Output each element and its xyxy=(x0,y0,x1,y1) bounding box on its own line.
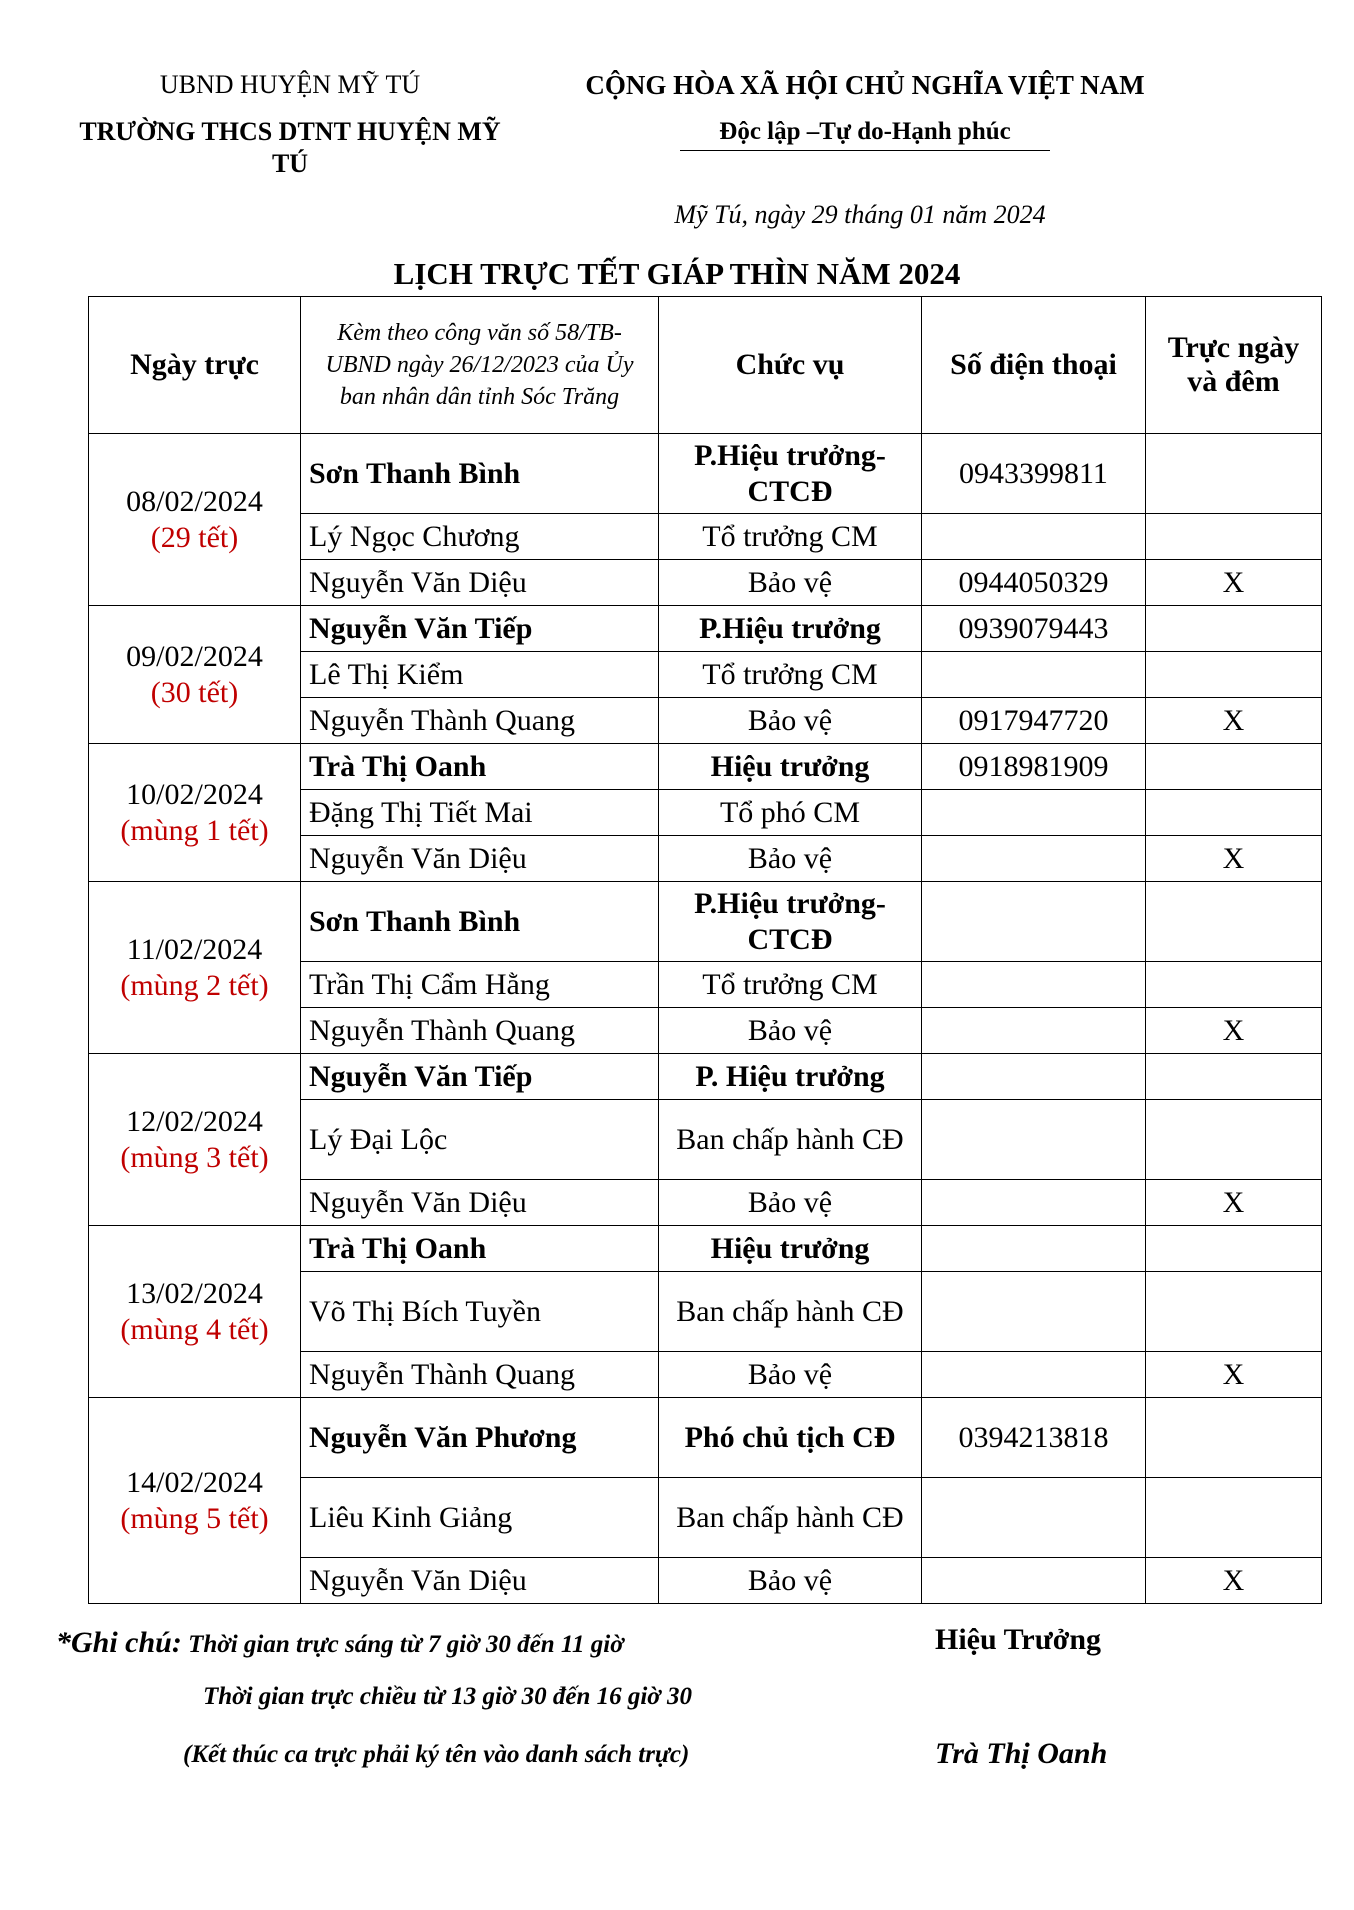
staff-position: Bảo vệ xyxy=(659,1008,922,1054)
staff-position: Hiệu trưởng xyxy=(659,1226,922,1272)
staff-position: Bảo vệ xyxy=(659,698,922,744)
lunar-day: (mùng 4 tết) xyxy=(120,1312,269,1346)
duty-date-cell xyxy=(89,882,301,1054)
table-row xyxy=(89,1226,1322,1272)
table-row xyxy=(89,606,1322,652)
staff-position: Tổ phó CM xyxy=(659,790,922,836)
header-phone: Số điện thoại xyxy=(922,297,1146,434)
staff-phone xyxy=(922,836,1146,882)
staff-position: Ban chấp hành CĐ xyxy=(659,1272,922,1352)
duty-date-cell xyxy=(89,1398,301,1604)
staff-name: Nguyễn Văn Tiếp xyxy=(301,606,659,652)
staff-phone: 0918981909 xyxy=(922,744,1146,790)
staff-name: Lê Thị Kiểm xyxy=(301,652,659,698)
staff-phone xyxy=(922,1180,1146,1226)
staff-name: Liêu Kinh Giảng xyxy=(301,1478,659,1558)
document-title: LỊCH TRỰC TẾT GIÁP THÌN NĂM 2024 xyxy=(393,256,961,291)
duty-date-cell xyxy=(89,1226,301,1398)
day-night-mark xyxy=(1146,882,1322,962)
day-night-mark xyxy=(1146,652,1322,698)
staff-phone xyxy=(922,1008,1146,1054)
staff-phone: 0943399811 xyxy=(922,434,1146,514)
duty-date: 11/02/2024 xyxy=(126,932,263,966)
staff-phone xyxy=(922,882,1146,962)
header-date: Ngày trực xyxy=(89,297,301,434)
school-name: TRƯỜNG THCS DTNT HUYỆN MỸ TÚ xyxy=(79,117,501,178)
staff-phone xyxy=(922,1558,1146,1604)
staff-position: Hiệu trưởng xyxy=(659,744,922,790)
staff-phone xyxy=(922,1478,1146,1558)
day-night-mark xyxy=(1146,1100,1322,1180)
staff-position: Tổ trưởng CM xyxy=(659,652,922,698)
note-label: *Ghi chú: xyxy=(56,1626,182,1659)
staff-position: P.Hiệu trưởng-CTCĐ xyxy=(659,434,922,514)
staff-name: Nguyễn Văn Diệu xyxy=(301,1180,659,1226)
staff-phone xyxy=(922,1226,1146,1272)
staff-position: Ban chấp hành CĐ xyxy=(659,1100,922,1180)
staff-phone: 0944050329 xyxy=(922,560,1146,606)
day-night-mark xyxy=(1146,514,1322,560)
lunar-day: (30 tết) xyxy=(150,675,239,709)
staff-name: Lý Ngọc Chương xyxy=(301,514,659,560)
day-night-mark xyxy=(1146,1272,1322,1352)
staff-name: Nguyễn Thành Quang xyxy=(301,1352,659,1398)
signature-title: Hiệu Trưởng xyxy=(935,1623,1102,1656)
staff-position: Bảo vệ xyxy=(659,1180,922,1226)
staff-position: P. Hiệu trưởng xyxy=(659,1054,922,1100)
signature-name: Trà Thị Oanh xyxy=(935,1737,1108,1770)
place-date: Mỹ Tú, ngày 29 tháng 01 năm 2024 xyxy=(674,200,1046,229)
note-afternoon-hours: Thời gian trực chiều từ 13 giờ 30 đến 16 giờ 30 xyxy=(203,1683,692,1710)
lunar-day: (29 tết) xyxy=(150,520,239,554)
staff-name: Trần Thị Cẩm Hằng xyxy=(301,962,659,1008)
duty-date: 13/02/2024 xyxy=(126,1276,263,1310)
lunar-day: (mùng 3 tết) xyxy=(120,1140,269,1174)
nation-name: CỘNG HÒA XÃ HỘI CHỦ NGHĨA VIỆT NAM xyxy=(585,70,1145,100)
agency-name: UBND HUYỆN MỸ TÚ xyxy=(159,70,421,99)
day-night-mark xyxy=(1146,1478,1322,1558)
table-row xyxy=(89,744,1322,790)
staff-phone xyxy=(922,1054,1146,1100)
staff-phone xyxy=(922,652,1146,698)
note-line-1 xyxy=(56,1626,756,1660)
day-night-mark: X xyxy=(1146,1180,1322,1226)
staff-name: Nguyễn Văn Diệu xyxy=(301,560,659,606)
duty-date-cell xyxy=(89,744,301,882)
staff-name: Trà Thị Oanh xyxy=(301,1226,659,1272)
note-sign-off: (Kết thúc ca trực phải ký tên vào danh sách trực) xyxy=(183,1741,690,1768)
staff-name: Sơn Thanh Bình xyxy=(301,882,659,962)
day-night-mark xyxy=(1146,1226,1322,1272)
staff-name: Nguyễn Văn Diệu xyxy=(301,836,659,882)
day-night-mark: X xyxy=(1146,836,1322,882)
staff-phone xyxy=(922,962,1146,1008)
staff-position: Tổ trưởng CM xyxy=(659,514,922,560)
duty-date-cell xyxy=(89,606,301,744)
staff-name: Nguyễn Thành Quang xyxy=(301,698,659,744)
staff-name: Nguyễn Văn Diệu xyxy=(301,1558,659,1604)
table-header-row xyxy=(89,297,1322,434)
lunar-day: (mùng 1 tết) xyxy=(120,813,269,847)
day-night-mark xyxy=(1146,434,1322,514)
duty-date: 08/02/2024 xyxy=(126,484,263,518)
duty-date-cell xyxy=(89,1054,301,1226)
staff-phone xyxy=(922,790,1146,836)
staff-phone xyxy=(922,1272,1146,1352)
day-night-mark: X xyxy=(1146,1558,1322,1604)
duty-date-cell xyxy=(89,434,301,606)
staff-name: Đặng Thị Tiết Mai xyxy=(301,790,659,836)
table-row xyxy=(89,1054,1322,1100)
day-night-mark xyxy=(1146,1054,1322,1100)
staff-phone: 0939079443 xyxy=(922,606,1146,652)
staff-position: P.Hiệu trưởng-CTCĐ xyxy=(659,882,922,962)
staff-position: Ban chấp hành CĐ xyxy=(659,1478,922,1558)
staff-position: Bảo vệ xyxy=(659,836,922,882)
staff-phone xyxy=(922,1100,1146,1180)
header-day-night: Trực ngày và đêm xyxy=(1146,297,1322,434)
lunar-day: (mùng 2 tết) xyxy=(120,968,269,1002)
staff-phone xyxy=(922,1352,1146,1398)
table-row xyxy=(89,1398,1322,1478)
day-night-mark xyxy=(1146,790,1322,836)
staff-name: Sơn Thanh Bình xyxy=(301,434,659,514)
staff-phone: 0394213818 xyxy=(922,1398,1146,1478)
staff-name: Nguyễn Văn Tiếp xyxy=(301,1054,659,1100)
motto-underline xyxy=(680,150,1050,151)
duty-date: 09/02/2024 xyxy=(126,639,263,673)
duty-date: 10/02/2024 xyxy=(126,777,263,811)
day-night-mark: X xyxy=(1146,1008,1322,1054)
day-night-mark: X xyxy=(1146,560,1322,606)
staff-position: Bảo vệ xyxy=(659,1352,922,1398)
staff-phone: 0917947720 xyxy=(922,698,1146,744)
staff-name: Võ Thị Bích Tuyền xyxy=(301,1272,659,1352)
lunar-day: (mùng 5 tết) xyxy=(120,1501,269,1535)
duty-schedule-table xyxy=(88,296,1322,1604)
staff-position: Bảo vệ xyxy=(659,1558,922,1604)
national-motto: Độc lập –Tự do-Hạnh phúc xyxy=(719,118,1011,145)
staff-name: Nguyễn Thành Quang xyxy=(301,1008,659,1054)
staff-position: Bảo vệ xyxy=(659,560,922,606)
staff-position: Tổ trưởng CM xyxy=(659,962,922,1008)
staff-phone xyxy=(922,514,1146,560)
staff-name: Lý Đại Lộc xyxy=(301,1100,659,1180)
duty-date: 12/02/2024 xyxy=(126,1104,263,1138)
note-morning-hours: Thời gian trực sáng từ 7 giờ 30 đến 11 giờ xyxy=(188,1631,624,1658)
header-name-note: Kèm theo công văn số 58/TB-UBND ngày 26/12/2023 của Ủy ban nhân dân tỉnh Sóc Trăng xyxy=(301,297,659,434)
staff-position: Phó chủ tịch CĐ xyxy=(659,1398,922,1478)
header-position: Chức vụ xyxy=(659,297,922,434)
duty-date: 14/02/2024 xyxy=(126,1465,263,1499)
day-night-mark: X xyxy=(1146,1352,1322,1398)
day-night-mark: X xyxy=(1146,698,1322,744)
staff-position: P.Hiệu trưởng xyxy=(659,606,922,652)
day-night-mark xyxy=(1146,962,1322,1008)
table-row xyxy=(89,434,1322,514)
staff-name: Trà Thị Oanh xyxy=(301,744,659,790)
day-night-mark xyxy=(1146,744,1322,790)
day-night-mark xyxy=(1146,1398,1322,1478)
day-night-mark xyxy=(1146,606,1322,652)
table-row xyxy=(89,882,1322,962)
staff-name: Nguyễn Văn Phương xyxy=(301,1398,659,1478)
